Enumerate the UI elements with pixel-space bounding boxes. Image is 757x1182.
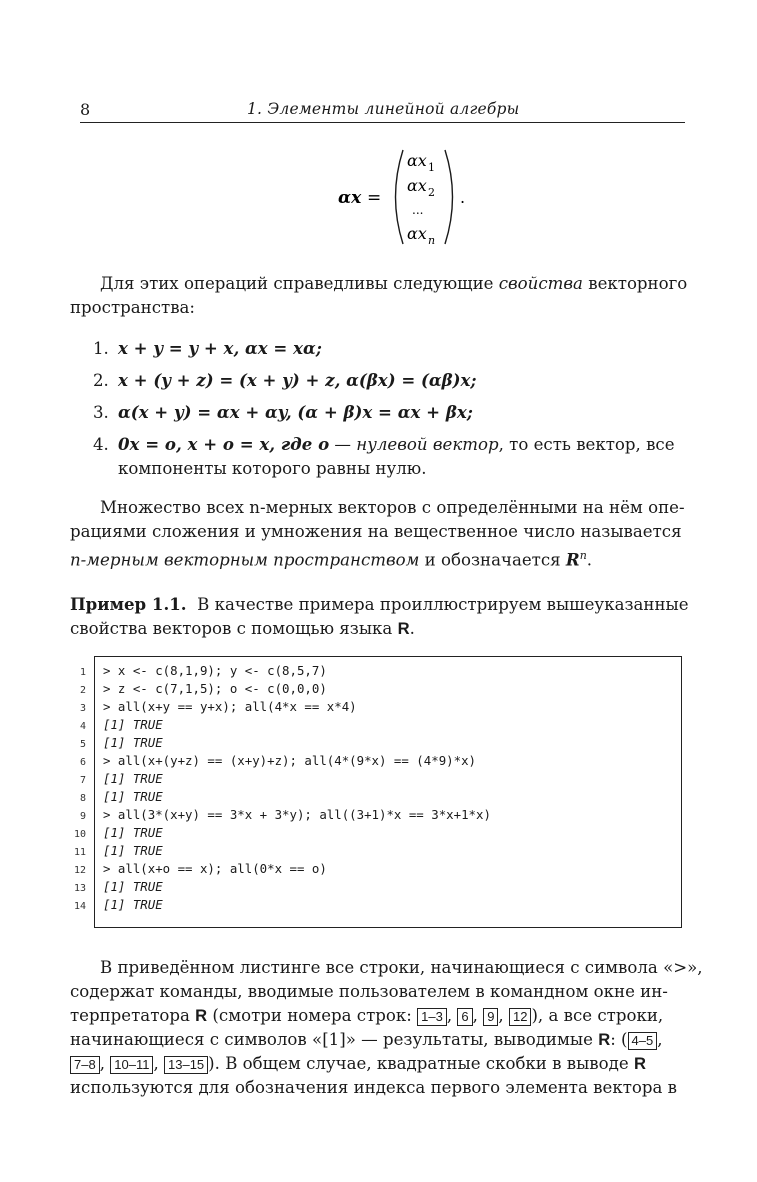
line-number: 7: [79, 775, 86, 786]
line-ref: 9: [483, 1008, 498, 1026]
formula-period: .: [460, 188, 466, 207]
line-number: 10: [73, 829, 86, 840]
line-number: 8: [79, 793, 86, 804]
vector-entry: αx: [407, 151, 427, 170]
vector-entry: αx: [407, 224, 427, 243]
list-item: 2. x + (y + z) = (x + y) + z, α(βx) = (αβ)x;: [93, 370, 477, 390]
list-item: 3. α(x + y) = αx + αy, (α + β)x = αx + βx;: [93, 402, 473, 422]
output-line: [1] TRUE: [103, 717, 163, 732]
line-ref: 7–8: [70, 1056, 100, 1074]
properties-intro: Для этих операций справедливы следующие свойства векторного пространства:: [70, 274, 688, 317]
output-line: [1] TRUE: [103, 735, 163, 750]
line-number: 12: [73, 865, 86, 876]
vector-subscript: 1: [428, 161, 435, 174]
line-ref: 4–5: [628, 1032, 658, 1050]
line-number: 3: [79, 703, 86, 714]
code-listing: [94, 656, 682, 928]
vector-entry: αx: [407, 176, 427, 195]
code-line: > all(x+y == y+x); all(4*x == x*4): [103, 699, 357, 714]
line-number: 2: [79, 685, 86, 696]
formula-lhs: αx: [338, 188, 362, 208]
code-line: > x <- c(8,1,9); y <- c(8,5,7): [103, 663, 327, 678]
line-number: 13: [73, 883, 86, 894]
line-number: 11: [73, 847, 86, 858]
output-line: [1] TRUE: [103, 897, 163, 912]
line-number: 14: [73, 901, 86, 912]
vector-subscript: 2: [428, 186, 435, 199]
list-item: 4. 0x = o, x + o = x, где o — нулевой вектор, то есть вектор, все компоненты которого равны нулю.: [93, 434, 675, 478]
list-item: 1. x + y = y + x, αx = xα;: [93, 338, 322, 358]
output-line: [1] TRUE: [103, 825, 163, 840]
line-number: 9: [79, 811, 86, 822]
code-line: > all(x+(y+z) == (x+y)+z); all(4*(9*x) == (4*9)*x): [103, 753, 476, 768]
listing-explanation: В приведённом листинге все строки, начинающиеся с символа «>», содержат команды, вводимые пользователем в командном окне ин- терпретатора R (смотри номера строк: 1–3 , 6 , 9 , 12 ), а все строки, начинающиеся с символов «[1]» — результаты, выводимые R: ( 4–5 , 7–8 , 10–11 , 13–15 ). В общем случае, квадратные скобки в выводе R используются для обозначения индекса первого элемента вектора в: [70, 958, 703, 1097]
page-number: 8: [80, 100, 91, 119]
line-ref: 13–15: [164, 1056, 208, 1074]
vector-subscript: n: [428, 234, 436, 247]
line-ref: 12: [509, 1008, 531, 1026]
formula-equals: =: [367, 188, 382, 208]
line-number: 4: [79, 721, 86, 732]
space-definition: Множество всех n-мерных векторов с определёнными на нём опе- рациями сложения и умножения на вещественное число называется n-мерным векторным пространством и обозначается $R^n$.: [70, 498, 685, 570]
display-formula: [0, 0, 757, 260]
output-line: [1] TRUE: [103, 789, 163, 804]
line-number: 5: [79, 739, 86, 750]
line-number: 1: [79, 667, 86, 678]
line-number: 6: [79, 757, 86, 768]
vector-ellipsis: ...: [412, 203, 424, 217]
line-ref: 10–11: [110, 1056, 153, 1074]
example-label: Пример 1.1.: [70, 594, 187, 614]
example-paragraph: Пример 1.1. В качестве примера проиллюстрируем вышеуказанные свойства векторов с помощью языка R.: [70, 594, 689, 638]
line-ref: 6: [457, 1008, 472, 1026]
code-line: > z <- c(7,1,5); o <- c(0,0,0): [103, 681, 327, 696]
running-title: 1. Элементы линейной алгебры: [247, 100, 520, 118]
code-line: > all(x+o == x); all(0*x == o): [103, 861, 327, 876]
code-line: > all(3*(x+y) == 3*x + 3*y); all((3+1)*x == 3*x+1*x): [103, 807, 491, 822]
right-paren: [445, 150, 453, 244]
output-line: [1] TRUE: [103, 879, 163, 894]
line-ref: 1–3: [417, 1008, 447, 1026]
output-line: [1] TRUE: [103, 843, 163, 858]
output-line: [1] TRUE: [103, 771, 163, 786]
left-paren: [396, 150, 404, 244]
